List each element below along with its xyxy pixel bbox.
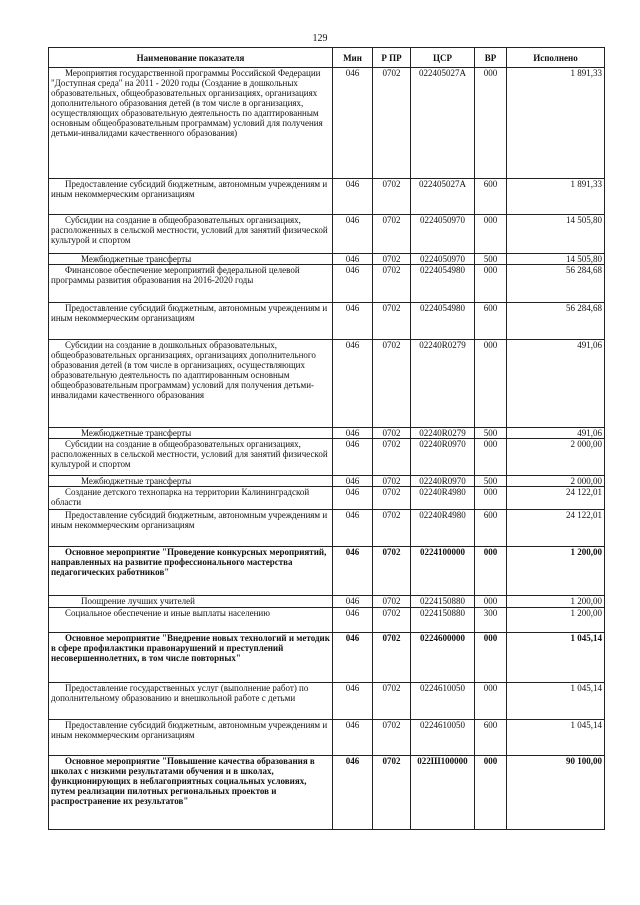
row-rpr: 0702 xyxy=(373,265,411,303)
row-rpr: 0702 xyxy=(373,756,411,830)
row-amount: 1 891,33 xyxy=(507,179,605,215)
row-name: Создание детского технопарка на территории Калининградской области xyxy=(49,487,333,510)
row-csr: 0224100000 xyxy=(411,547,475,596)
table-row xyxy=(49,340,605,428)
row-vr: 000 xyxy=(475,683,507,720)
row-vr: 000 xyxy=(475,547,507,596)
row-amount: 90 100,00 xyxy=(507,756,605,830)
table-row xyxy=(49,265,605,303)
row-rpr: 0702 xyxy=(373,633,411,683)
row-amount: 2 000,00 xyxy=(507,439,605,476)
row-amount: 56 284,68 xyxy=(507,303,605,340)
row-rpr: 0702 xyxy=(373,428,411,439)
row-name: Межбюджетные трансферты xyxy=(49,476,333,487)
table-row xyxy=(49,633,605,683)
row-rpr: 0702 xyxy=(373,596,411,608)
row-name: Межбюджетные трансферты xyxy=(49,428,333,439)
table-row xyxy=(49,303,605,340)
header-rpr: Р ПР xyxy=(373,48,411,68)
row-name: Субсидии на создание в общеобразовательных организациях, расположенных в сельской местности, условий для занятий физической культурой и спортом xyxy=(49,439,333,476)
row-min: 046 xyxy=(333,510,373,547)
table-row xyxy=(49,608,605,633)
row-vr: 600 xyxy=(475,179,507,215)
row-vr: 000 xyxy=(475,756,507,830)
row-amount: 14 505,80 xyxy=(507,254,605,265)
row-min: 046 xyxy=(333,439,373,476)
row-min: 046 xyxy=(333,633,373,683)
row-csr: 02240R0970 xyxy=(411,439,475,476)
row-rpr: 0702 xyxy=(373,439,411,476)
row-rpr: 0702 xyxy=(373,476,411,487)
row-vr: 600 xyxy=(475,303,507,340)
row-vr: 500 xyxy=(475,428,507,439)
row-min: 046 xyxy=(333,683,373,720)
row-amount: 2 000,00 xyxy=(507,476,605,487)
table-row xyxy=(49,756,605,830)
table-row xyxy=(49,547,605,596)
row-min: 046 xyxy=(333,68,373,179)
row-name: Основное мероприятие "Повышение качества образования в школах с низкими результатами обучения и в школах, функционирующих в неблагоприятных социальных условиях, путем реализации пилотных региональных проектов и распространение их результатов" xyxy=(49,756,333,830)
row-min: 046 xyxy=(333,756,373,830)
table-row xyxy=(49,510,605,547)
row-name: Предоставление государственных услуг (выполнение работ) по дополнительному образованию и внешкольной работе с детьми xyxy=(49,683,333,720)
row-csr: 0224600000 xyxy=(411,633,475,683)
row-min: 046 xyxy=(333,254,373,265)
row-csr: 02240R0970 xyxy=(411,476,475,487)
row-vr: 000 xyxy=(475,487,507,510)
row-rpr: 0702 xyxy=(373,720,411,756)
row-rpr: 0702 xyxy=(373,510,411,547)
row-name: Социальное обеспечение и иные выплаты населению xyxy=(49,608,333,633)
table-row xyxy=(49,439,605,476)
row-vr: 000 xyxy=(475,340,507,428)
row-csr: 0224610050 xyxy=(411,683,475,720)
row-name: Мероприятия государственной программы Российской Федерации "Доступная среда" на 2011 - 2020 годы (Создание в дошкольных образовательных, общеобразовательных организациях, организациях дополнительного образования детей (в том числе в организациях, осуществляющих образовательную деятельность по адаптированным основным общеобразовательным программам) условий для получения детьми-инвалидами качественного образования) xyxy=(49,68,333,179)
row-amount: 1 045,14 xyxy=(507,720,605,756)
row-name: Предоставление субсидий бюджетным, автономным учреждениям и иным некоммерческим организациям xyxy=(49,510,333,547)
row-rpr: 0702 xyxy=(373,547,411,596)
row-amount: 24 122,01 xyxy=(507,487,605,510)
row-min: 046 xyxy=(333,215,373,254)
row-amount: 491,06 xyxy=(507,428,605,439)
table-row xyxy=(49,683,605,720)
row-min: 046 xyxy=(333,720,373,756)
row-csr: 0224150880 xyxy=(411,596,475,608)
row-amount: 1 200,00 xyxy=(507,608,605,633)
budget-table xyxy=(48,47,605,830)
row-csr: 0224050970 xyxy=(411,215,475,254)
row-name: Основное мероприятие "Проведение конкурсных мероприятий, направленных на развитие профессионального мастерства педагогических работников" xyxy=(49,547,333,596)
row-name: Межбюджетные трансферты xyxy=(49,254,333,265)
row-name: Субсидии на создание в общеобразовательных организациях, расположенных в сельской местности, условий для занятий физической культурой и спортом xyxy=(49,215,333,254)
row-amount: 14 505,80 xyxy=(507,215,605,254)
row-rpr: 0702 xyxy=(373,254,411,265)
row-name: Основное мероприятие "Внедрение новых технологий и методик в сфере профилактики правонарушений и преступлений несовершеннолетних, в том числе повторных" xyxy=(49,633,333,683)
row-min: 046 xyxy=(333,303,373,340)
table-row xyxy=(49,596,605,608)
row-csr: 0224150880 xyxy=(411,608,475,633)
row-csr: 02240R0279 xyxy=(411,428,475,439)
row-rpr: 0702 xyxy=(373,68,411,179)
row-name: Предоставление субсидий бюджетным, автономным учреждениям и иным некоммерческим организациям xyxy=(49,303,333,340)
table-header-row xyxy=(49,48,605,68)
row-vr: 000 xyxy=(475,215,507,254)
table-row xyxy=(49,487,605,510)
row-name: Финансовое обеспечение мероприятий федеральной целевой программы развития образования на 2016-2020 годы xyxy=(49,265,333,303)
row-csr: 022Ш100000 xyxy=(411,756,475,830)
row-csr: 0224054980 xyxy=(411,265,475,303)
row-csr: 0224610050 xyxy=(411,720,475,756)
row-vr: 000 xyxy=(475,68,507,179)
row-min: 046 xyxy=(333,547,373,596)
row-vr: 600 xyxy=(475,720,507,756)
row-name: Предоставление субсидий бюджетным, автономным учреждениям и иным некоммерческим организациям xyxy=(49,720,333,756)
row-vr: 000 xyxy=(475,633,507,683)
row-amount: 1 891,33 xyxy=(507,68,605,179)
header-amount: Исполнено xyxy=(507,48,605,68)
row-amount: 491,06 xyxy=(507,340,605,428)
row-csr: 02240R4980 xyxy=(411,510,475,547)
row-min: 046 xyxy=(333,340,373,428)
row-amount: 1 200,00 xyxy=(507,596,605,608)
page-number: 129 xyxy=(312,33,328,44)
row-amount: 1 200,00 xyxy=(507,547,605,596)
row-min: 046 xyxy=(333,428,373,439)
row-vr: 600 xyxy=(475,510,507,547)
row-rpr: 0702 xyxy=(373,303,411,340)
row-amount: 1 045,14 xyxy=(507,633,605,683)
table-row xyxy=(49,720,605,756)
row-vr: 500 xyxy=(475,476,507,487)
row-name: Субсидии на создание в дошкольных образовательных, общеобразовательных организациях, организациях дополнительного образования детей (в том числе в организациях, осуществляющих образовательную деятельность по адаптированным основным общеобразовательным программам) условий для получения детьми-инвалидами качественного образования xyxy=(49,340,333,428)
table-row xyxy=(49,68,605,179)
row-csr: 022405027A xyxy=(411,68,475,179)
table-row xyxy=(49,179,605,215)
header-vr: ВР xyxy=(475,48,507,68)
row-amount: 56 284,68 xyxy=(507,265,605,303)
row-min: 046 xyxy=(333,608,373,633)
row-csr: 02240R4980 xyxy=(411,487,475,510)
row-min: 046 xyxy=(333,265,373,303)
row-vr: 000 xyxy=(475,596,507,608)
row-amount: 24 122,01 xyxy=(507,510,605,547)
header-csr: ЦСР xyxy=(411,48,475,68)
row-min: 046 xyxy=(333,487,373,510)
table-row xyxy=(49,254,605,265)
row-amount: 1 045,14 xyxy=(507,683,605,720)
row-rpr: 0702 xyxy=(373,179,411,215)
row-name: Предоставление субсидий бюджетным, автономным учреждениям и иным некоммерческим организациям xyxy=(49,179,333,215)
row-vr: 300 xyxy=(475,608,507,633)
header-name: Наименование показателя xyxy=(49,48,333,68)
row-csr: 0224050970 xyxy=(411,254,475,265)
header-min: Мин xyxy=(333,48,373,68)
row-name: Поощрение лучших учителей xyxy=(49,596,333,608)
row-vr: 000 xyxy=(475,265,507,303)
row-rpr: 0702 xyxy=(373,487,411,510)
row-vr: 000 xyxy=(475,439,507,476)
table-row xyxy=(49,428,605,439)
row-csr: 0224054980 xyxy=(411,303,475,340)
row-rpr: 0702 xyxy=(373,608,411,633)
table-row xyxy=(49,476,605,487)
row-min: 046 xyxy=(333,596,373,608)
table-row xyxy=(49,215,605,254)
row-rpr: 0702 xyxy=(373,340,411,428)
row-csr: 022405027A xyxy=(411,179,475,215)
row-csr: 02240R0279 xyxy=(411,340,475,428)
row-min: 046 xyxy=(333,476,373,487)
row-rpr: 0702 xyxy=(373,683,411,720)
row-vr: 500 xyxy=(475,254,507,265)
row-rpr: 0702 xyxy=(373,215,411,254)
row-min: 046 xyxy=(333,179,373,215)
